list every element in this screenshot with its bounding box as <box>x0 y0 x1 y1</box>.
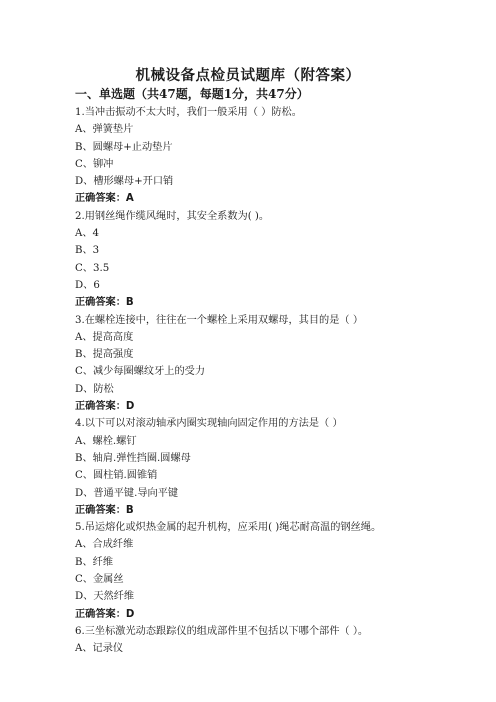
correct-answer: 正确答案：B <box>75 297 134 309</box>
option-a: A、记录仪 <box>75 643 124 655</box>
option-b: B、圆螺母+止动垫片 <box>75 141 173 153</box>
option-d: D、6 <box>75 279 100 291</box>
option-a: A、提高高度 <box>75 331 134 343</box>
option-a: A、合成纤维 <box>75 539 134 551</box>
option-c: C、铆冲 <box>75 158 114 170</box>
option-c: C、减少每圈螺纹牙上的受力 <box>75 366 206 378</box>
section-heading: 一、单选题（共47题，每题1分，共47分） <box>75 87 309 101</box>
correct-answer: 正确答案：B <box>75 504 134 516</box>
question-stem: 2.用钢丝绳作缆风绳时，其安全系数为( )。 <box>75 210 270 222</box>
question-stem: 4.以下可以对滚动轴承内圈实现轴向固定作用的方法是（ ） <box>75 418 343 430</box>
option-b: B、轴肩.弹性挡圈.圆螺母 <box>75 452 191 464</box>
correct-answer: 正确答案：D <box>75 401 135 413</box>
option-a: A、4 <box>75 228 100 240</box>
option-a: A、螺栓.螺钉 <box>75 435 137 447</box>
option-b: B、纤维 <box>75 556 114 568</box>
option-c: C、圆柱销.圆锥销 <box>75 470 158 482</box>
option-b: B、提高强度 <box>75 349 134 361</box>
option-d: D、防松 <box>75 383 114 395</box>
option-d: D、天然纤维 <box>75 591 135 603</box>
option-a: A、弹簧垫片 <box>75 124 134 136</box>
correct-answer: 正确答案：A <box>75 193 134 205</box>
question-stem: 6.三坐标激光动态跟踪仪的组成部件里不包括以下哪个部件（ ）。 <box>75 625 369 637</box>
question-stem: 1.当冲击振动不太大时，我们一般采用（ ）防松。 <box>75 107 302 118</box>
question-stem: 5.吊运熔化或炽热金属的起升机构，应采用( )绳芯耐高温的钢丝绳。 <box>75 522 382 534</box>
question-list <box>75 104 435 658</box>
option-b: B、3 <box>75 245 100 257</box>
option-d: D、普通平键.导向平键 <box>75 487 179 499</box>
correct-answer: 正确答案：D <box>75 608 135 620</box>
option-d: D、槽形螺母+开口销 <box>75 176 174 188</box>
option-c: C、金属丝 <box>75 574 124 586</box>
option-c: C、3.5 <box>75 262 110 274</box>
question-stem: 3.在螺栓连接中，往往在一个螺栓上采用双螺母，其目的是（ ） <box>75 314 364 326</box>
document-title: 机械设备点检员试题库（附答案） <box>135 67 361 84</box>
